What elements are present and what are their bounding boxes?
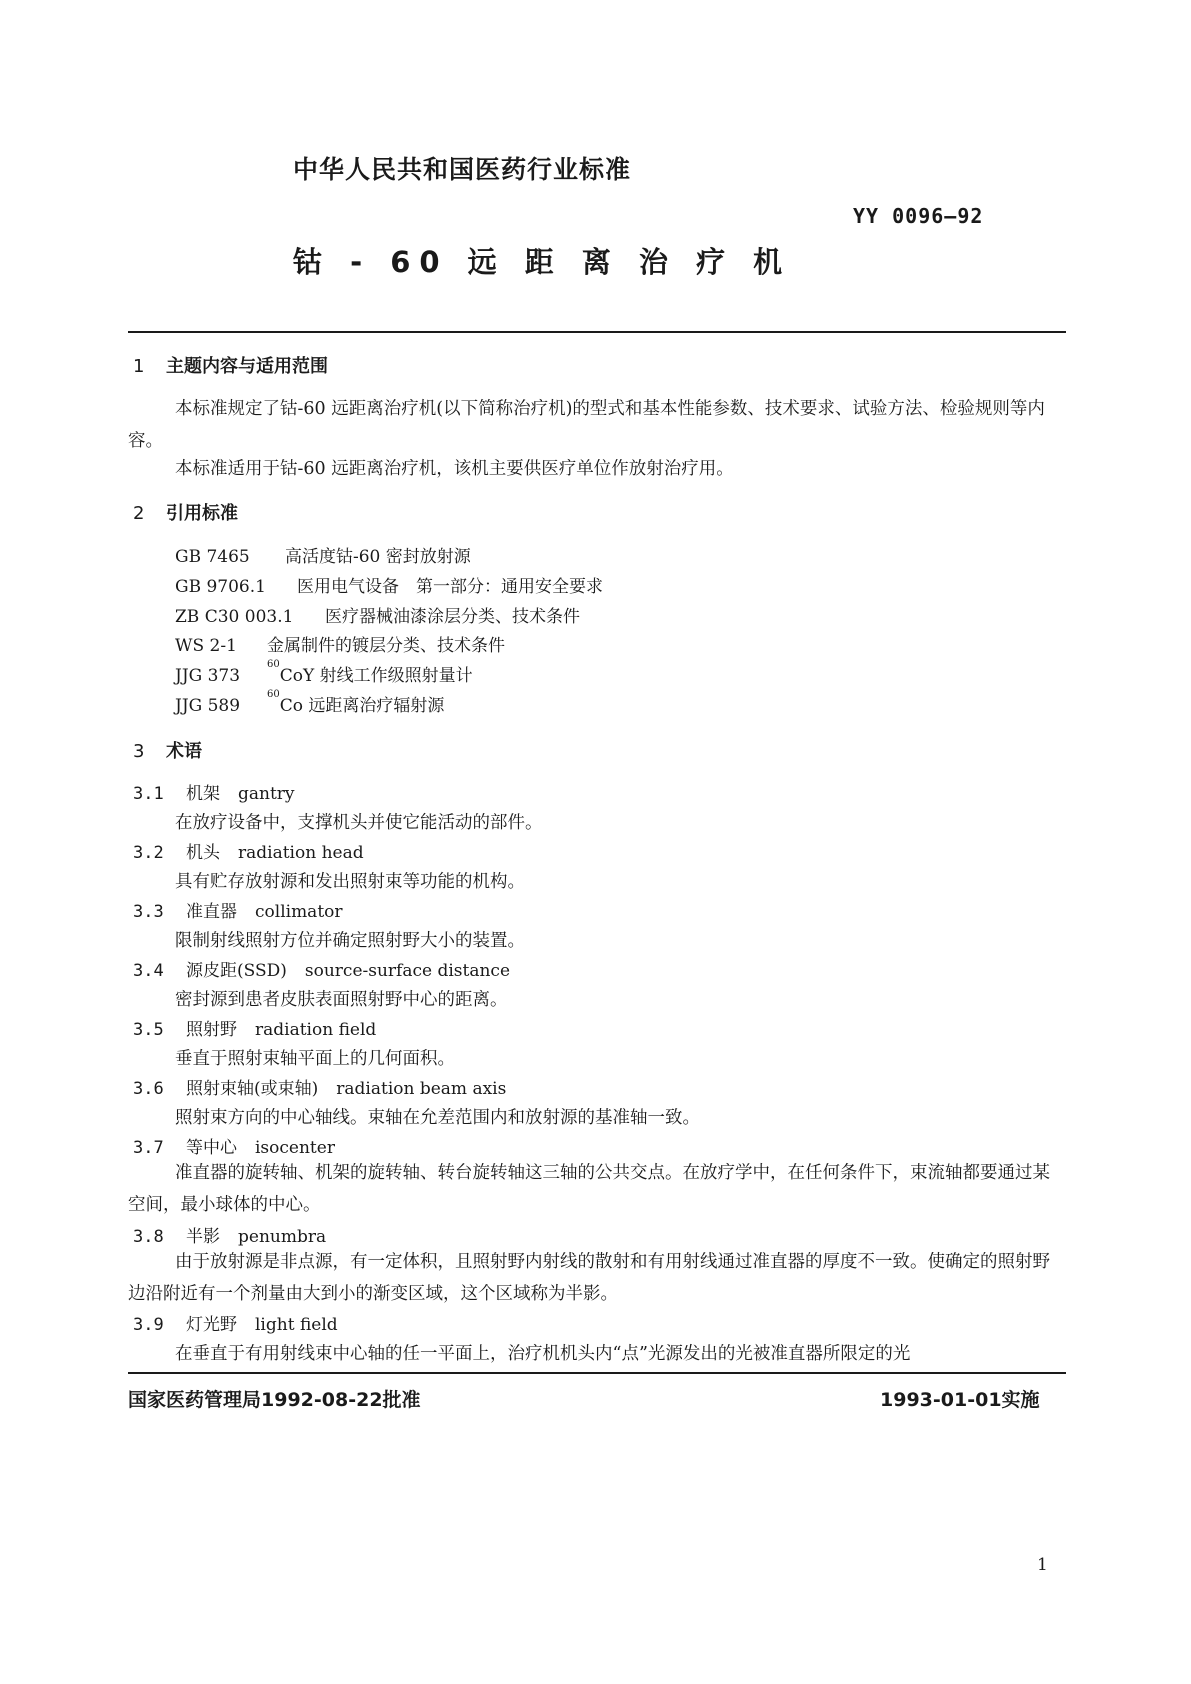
term-definition: 限制射线照射方位并确定照射野大小的装置。 xyxy=(175,931,525,951)
reference-code: WS 2-1 xyxy=(175,636,237,656)
reference-code: GB 7465 xyxy=(175,547,250,567)
section-number: 1 xyxy=(133,356,145,377)
effective-date: 1993-01-01实施 xyxy=(880,1389,1040,1411)
term-3-5 xyxy=(133,1015,376,1040)
reference-title: 医用电气设备 第一部分：通用安全要求 xyxy=(297,577,603,597)
term-number: 3.3 xyxy=(133,902,164,922)
term-chinese: 机头 xyxy=(186,843,220,863)
term-definition: 在垂直于有用射线束中心轴的任一平面上，治疗机机头内“点”光源发出的光被准直器所限定的光 xyxy=(175,1344,911,1364)
term-english: isocenter xyxy=(255,1138,335,1158)
reference-item xyxy=(175,572,603,597)
page-number: 1 xyxy=(1037,1555,1048,1575)
term-definition: 由于放射源是非点源，有一定体积，且照射野内射线的散射和有用射线通过准直器的厚度不一致。使确定的照射野边沿附近有一个剂量由大到小的渐变区域，这个区域称为半影。 xyxy=(128,1252,1050,1304)
term-3-8 xyxy=(133,1222,326,1247)
section-1-paragraph-1: 本标准规定了钴-60 远距离治疗机(以下简称治疗机)的型式和基本性能参数、技术要求、试验方法、检验规则等内容。 xyxy=(128,399,1045,451)
reference-title: CoY 射线工作级照射量计 xyxy=(279,666,473,686)
term-3-1 xyxy=(133,779,295,804)
section-3-heading xyxy=(133,737,202,763)
term-3-9 xyxy=(133,1310,338,1335)
term-chinese: 半影 xyxy=(186,1227,220,1247)
reference-title: Co 远距离治疗辐射源 xyxy=(279,696,445,716)
term-definition: 准直器的旋转轴、机架的旋转轴、转台旋转轴这三轴的公共交点。在放疗学中，在任何条件下，束流轴都要通过某空间，最小球体的中心。 xyxy=(128,1163,1050,1215)
isotope-superscript: 60 xyxy=(267,659,280,670)
term-number: 3.5 xyxy=(133,1020,164,1040)
term-definition: 具有贮存放射源和发出照射束等功能的机构。 xyxy=(175,872,525,892)
term-definition: 密封源到患者皮肤表面照射野中心的距离。 xyxy=(175,990,508,1010)
reference-item xyxy=(175,602,580,627)
term-3-4 xyxy=(133,956,510,981)
term-definition: 垂直于照射束轴平面上的几何面积。 xyxy=(175,1049,455,1069)
header-divider xyxy=(128,331,1066,333)
document-title: 钴 - 60 远 距 离 治 疗 机 xyxy=(293,245,792,279)
term-3-3 xyxy=(133,897,343,922)
reference-code: JJG 589 xyxy=(175,696,241,716)
term-english: collimator xyxy=(255,902,343,922)
section-number: 3 xyxy=(133,741,145,762)
term-chinese: 灯光野 xyxy=(186,1315,237,1335)
term-english: radiation head xyxy=(238,843,364,863)
reference-title: 高活度钴-60 密封放射源 xyxy=(285,547,471,567)
reference-item xyxy=(175,631,505,656)
term-english: radiation field xyxy=(255,1020,377,1040)
section-1-paragraph-2: 本标准适用于钴-60 远距离治疗机，该机主要供医疗单位作放射治疗用。 xyxy=(175,459,734,479)
term-english: gantry xyxy=(238,784,295,804)
term-english: penumbra xyxy=(238,1227,327,1247)
term-3-7 xyxy=(133,1133,335,1158)
term-number: 3.7 xyxy=(133,1138,164,1158)
section-number: 2 xyxy=(133,503,145,524)
reference-title: 医疗器械油漆涂层分类、技术条件 xyxy=(325,607,580,627)
reference-code: GB 9706.1 xyxy=(175,577,266,597)
term-definition: 在放疗设备中，支撑机头并使它能活动的部件。 xyxy=(175,813,543,833)
reference-item xyxy=(175,691,444,716)
standard-code: YY 0096—92 xyxy=(853,204,984,228)
term-english: source-surface distance xyxy=(304,961,511,981)
term-chinese: 照射野 xyxy=(186,1020,237,1040)
term-english: radiation beam axis xyxy=(336,1079,507,1099)
term-3-2 xyxy=(133,838,364,863)
term-number: 3.2 xyxy=(133,843,164,863)
term-english: light field xyxy=(255,1315,338,1335)
term-chinese: 照射束轴(或束轴) xyxy=(186,1079,319,1099)
term-definition: 照射束方向的中心轴线。束轴在允差范围内和放射源的基准轴一致。 xyxy=(175,1108,700,1128)
term-chinese: 准直器 xyxy=(186,902,237,922)
term-number: 3.9 xyxy=(133,1315,164,1335)
approval-date: 国家医药管理局1992-08-22批准 xyxy=(128,1389,421,1411)
term-number: 3.8 xyxy=(133,1227,164,1247)
term-number: 3.4 xyxy=(133,961,164,981)
org-title: 中华人民共和国医药行业标准 xyxy=(293,155,632,184)
reference-code: ZB C30 003.1 xyxy=(175,607,294,627)
term-chinese: 源皮距(SSD) xyxy=(186,961,287,981)
footer-divider xyxy=(128,1372,1066,1374)
section-1-heading xyxy=(133,352,328,378)
section-2-heading xyxy=(133,499,238,525)
reference-item xyxy=(175,661,473,686)
section-title: 主题内容与适用范围 xyxy=(166,356,328,377)
reference-code: JJG 373 xyxy=(175,666,241,686)
term-3-6 xyxy=(133,1074,506,1099)
term-chinese: 等中心 xyxy=(186,1138,237,1158)
section-title: 术语 xyxy=(166,741,202,762)
term-number: 3.1 xyxy=(133,784,164,804)
term-number: 3.6 xyxy=(133,1079,164,1099)
isotope-superscript: 60 xyxy=(267,689,280,700)
term-chinese: 机架 xyxy=(186,784,220,804)
reference-title: 金属制件的镀层分类、技术条件 xyxy=(267,636,505,656)
reference-item xyxy=(175,542,471,567)
section-title: 引用标准 xyxy=(166,503,238,524)
